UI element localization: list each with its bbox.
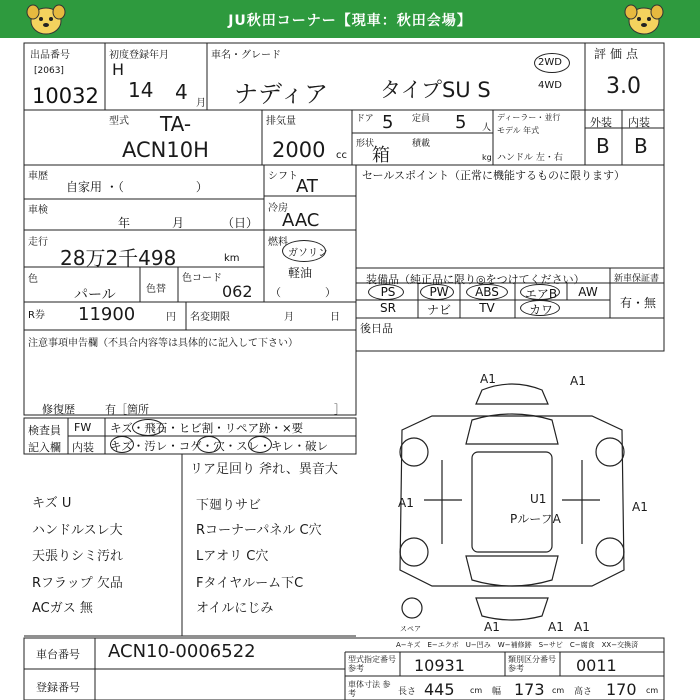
handwritten-note: リア足回り 斧れ、異音大	[190, 462, 338, 477]
ac-label: 冷房	[268, 203, 288, 214]
handle-label: ハンドル 左・右	[497, 153, 563, 163]
damage-mark: A1	[484, 620, 500, 634]
recycle-value: 11900	[78, 304, 136, 325]
lot-number-label: 出品番号	[30, 50, 70, 61]
item-circle-mark	[197, 436, 221, 453]
repair-label: 修復歴	[42, 403, 75, 416]
mileage-value: 28万2千498	[60, 246, 177, 270]
inspection-month: 月	[172, 216, 185, 230]
class-number-label: 類別区分番号 参考	[508, 655, 556, 673]
damage-mark: PルーフA	[510, 512, 561, 526]
handwritten-note: Lアオリ C穴	[196, 549, 269, 564]
mileage-unit: km	[224, 253, 240, 264]
usage-label: 車歴	[28, 171, 48, 182]
doors-label: ドア	[356, 114, 374, 124]
mileage-label: 走行	[28, 237, 48, 248]
inspector-fw: FW	[74, 421, 92, 434]
first-reg-label: 初度登録年月	[109, 50, 169, 61]
damage-mark: A1	[548, 620, 564, 634]
exterior-score: B	[596, 134, 610, 158]
fuel-diesel: 軽油	[288, 266, 313, 280]
color-code-label: 色コード	[182, 273, 222, 284]
fuel-label: 燃料	[268, 237, 288, 248]
lot-sub-number: [2063]	[34, 66, 64, 76]
capacity-unit: 人	[482, 123, 492, 133]
equipment-abs-circle	[466, 284, 508, 300]
notes-label: 注意事項申告欄（不具合内容等は具体的に記入して下さい）	[28, 338, 298, 349]
chassis-number: ACN10-0006522	[108, 641, 256, 662]
equipment-aw: AW	[578, 285, 598, 299]
equipment-leather-circle	[520, 300, 560, 316]
item-circle-mark	[132, 419, 164, 436]
remarks-label: 後日品	[360, 322, 393, 335]
handwritten-note: 天張りシミ汚れ	[32, 549, 124, 564]
inspector-exterior-items: キズ・飛石・ヒビ割・リペア跡・×要	[110, 421, 304, 435]
type-number: 10931	[414, 656, 465, 675]
equipment-airbag-circle	[520, 284, 560, 300]
model-code: ACN10H	[122, 138, 209, 162]
model-prefix: TA-	[160, 112, 192, 136]
handwritten-note: ACガス 無	[32, 601, 93, 616]
handwritten-note: Rフラップ 欠品	[32, 576, 123, 591]
repair-end: ］	[334, 403, 345, 416]
drive-2wd: 2WD	[538, 57, 562, 68]
inspection-label: 車検	[28, 205, 48, 216]
load-label: 積載	[412, 139, 431, 149]
width-unit: cm	[552, 686, 565, 695]
spare-label: スペア	[400, 625, 421, 633]
damage-mark: A1	[480, 372, 496, 386]
first-reg-month-unit: 月	[196, 98, 206, 109]
warranty-label: 新車保証書	[614, 274, 660, 284]
equipment-navi: ナビ	[426, 303, 451, 317]
score-value: 3.0	[606, 74, 641, 99]
equipment-ps: PS	[380, 285, 396, 299]
height-value: 170	[606, 680, 637, 699]
load-unit: kg	[482, 153, 492, 162]
repair-value: 有［箇所	[105, 403, 149, 416]
score-label: 評価点	[594, 47, 643, 61]
color-code: 062	[222, 282, 253, 301]
damage-legend: A−キズ E−エクボ U−凹み W−補修跡 S−サビ C−腐食 XX−交換済	[396, 641, 639, 649]
interior-label: 内装	[628, 116, 650, 129]
entry-label: 記入欄	[28, 441, 61, 454]
name-change-day: 日	[330, 312, 340, 323]
damage-mark: A1	[574, 620, 590, 634]
warranty-options: 有・無	[620, 296, 657, 310]
handwritten-note: 下廻りサビ	[196, 498, 262, 513]
model-label: 型式	[109, 116, 129, 127]
inspection-year: 年	[118, 216, 131, 230]
handwritten-note: Rコーナーパネル C穴	[196, 523, 322, 538]
inspector-interior-items: キズ・汚レ・コゲ・穴・スレ・キレ・破レ	[110, 439, 329, 453]
height-unit: cm	[646, 686, 659, 695]
length-value: 445	[424, 680, 455, 699]
equipment-tv: TV	[479, 301, 495, 315]
dimensions-label: 車体寸法 参考	[348, 680, 391, 698]
exterior-label: 外装	[590, 116, 612, 129]
model-year-label: モデル 年式	[497, 126, 540, 135]
length-unit: cm	[470, 686, 483, 695]
displacement-unit: cc	[336, 150, 347, 161]
equipment-sr: SR	[380, 301, 396, 315]
class-number: 0011	[576, 656, 617, 675]
damage-mark: U1	[530, 492, 547, 506]
equipment-label: 装備品（純正品に限り◎をつけてください）	[366, 273, 585, 286]
inspector-interior: 内装	[72, 441, 94, 454]
name-change-label: 名変期限	[190, 312, 230, 323]
width-value: 173	[514, 680, 545, 699]
recycle-label: R券	[28, 310, 45, 321]
equipment-pw: PW	[429, 285, 449, 299]
shape-label: 形状	[356, 139, 375, 149]
ac-value: AAC	[282, 210, 320, 231]
first-reg-year: 14	[128, 78, 154, 102]
registration-label: 登録番号	[36, 681, 80, 694]
damage-mark: A1	[570, 374, 586, 388]
page-title: JU秋田コーナー【現車：秋田会場】	[228, 13, 472, 29]
length-label: 長さ	[398, 687, 417, 697]
name-change-month: 月	[284, 312, 294, 323]
shift-value: AT	[296, 176, 318, 197]
handwritten-note: キズ U	[32, 496, 72, 511]
type-number-label: 型式指定番号 参考	[348, 655, 396, 673]
capacity-label: 定員	[412, 114, 431, 124]
inspection-day: （日）	[222, 216, 259, 230]
damage-mark: A1	[398, 496, 414, 510]
interior-score: B	[634, 134, 648, 158]
inspector-label: 検査員	[28, 424, 61, 437]
displacement-label: 排気量	[266, 116, 296, 127]
shape-value: 箱	[372, 145, 390, 166]
equipment-ps-circle	[368, 284, 404, 300]
displacement-value: 2000	[272, 138, 326, 162]
item-circle-mark	[248, 436, 272, 453]
lot-number: 10032	[32, 84, 99, 108]
capacity-value: 5	[455, 112, 467, 133]
width-label: 幅	[492, 687, 502, 697]
damage-mark: A1	[632, 500, 648, 514]
item-circle-mark	[110, 436, 134, 453]
handwritten-note: オイルにじみ	[196, 601, 274, 616]
equipment-airbag: エアB	[524, 287, 558, 301]
fuel-other: （ ）	[270, 286, 336, 299]
chassis-label: 車台番号	[36, 648, 80, 661]
color-value: パール	[74, 287, 116, 303]
height-label: 高さ	[574, 687, 593, 697]
usage-value: 自家用 ・（ ）	[66, 180, 208, 194]
handwritten-note: ハンドルスレ大	[32, 523, 123, 538]
sales-point-label: セールスポイント（正常に機能するものに限ります）	[362, 169, 626, 182]
shift-label: シフト	[268, 171, 298, 182]
car-name: ナディア	[234, 80, 329, 108]
color-change-label: 色替	[146, 284, 166, 295]
drive-4wd: 4WD	[538, 80, 562, 91]
equipment-abs: ABS	[475, 285, 499, 299]
car-name-label: 車名・グレード	[211, 50, 281, 61]
first-reg-month: 4	[175, 80, 188, 104]
equipment-pw-circle	[420, 284, 454, 300]
dealer-label: ディーラー・並行	[497, 113, 561, 122]
car-grade: タイプSU S	[380, 78, 491, 102]
equipment-leather: カワ	[528, 303, 553, 317]
fuel-gas: ガソリン	[288, 248, 328, 259]
color-label: 色	[28, 274, 38, 285]
doors-value: 5	[382, 112, 394, 133]
recycle-unit: 円	[166, 312, 176, 323]
first-reg-era: H	[112, 60, 125, 79]
handwritten-note: Fタイヤルーム下C	[196, 576, 304, 591]
